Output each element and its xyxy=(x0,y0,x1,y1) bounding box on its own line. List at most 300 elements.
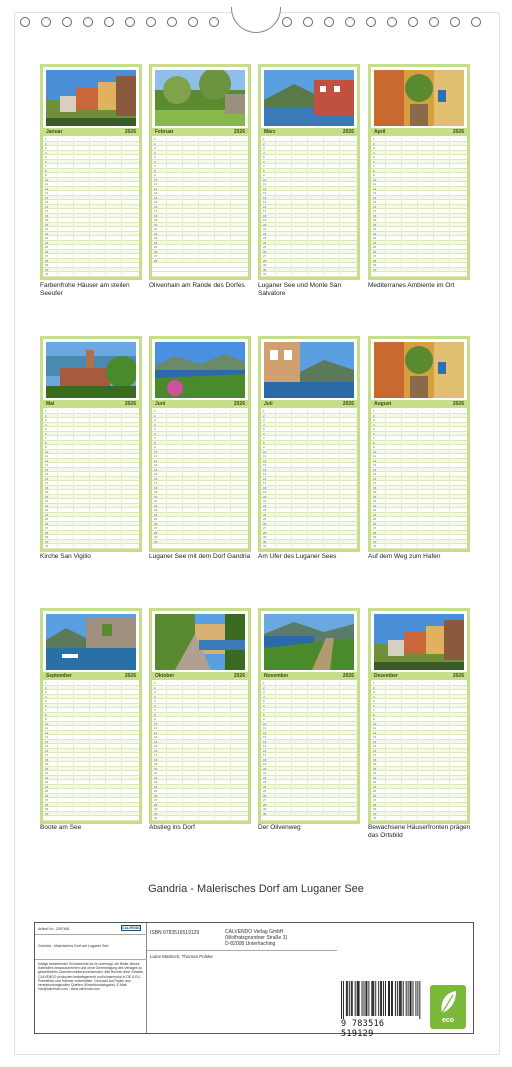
day-number: 25 xyxy=(154,517,158,521)
day-number: 9 xyxy=(373,717,375,721)
day-number: 1 xyxy=(263,409,265,413)
day-number: 6 xyxy=(263,431,265,436)
day-number: 7 xyxy=(263,164,265,168)
article-number: Artikel-Nr.: 2097691 xyxy=(38,927,70,931)
day-number: 23 xyxy=(373,236,377,240)
day-number: 5 xyxy=(154,155,156,159)
day-column-line xyxy=(121,272,122,277)
day-number: 28 xyxy=(373,530,377,535)
binding-hole xyxy=(41,17,51,27)
month-caption: Bewachsene Häuserfronten prägen das Ortsbild xyxy=(368,824,471,839)
day-number: 1 xyxy=(45,681,47,685)
day-number: 2 xyxy=(373,141,375,146)
day-number: 16 xyxy=(373,476,377,481)
day-number: 16 xyxy=(154,204,158,209)
day-number: 18 xyxy=(45,213,49,218)
month-panel-5 xyxy=(40,336,142,552)
day-number: 26 xyxy=(373,249,377,254)
day-number: 22 xyxy=(373,231,377,236)
day-number: 28 xyxy=(154,530,158,535)
day-number: 19 xyxy=(373,762,377,766)
month-photo xyxy=(155,342,245,398)
day-number: 3 xyxy=(263,690,265,694)
binding-hole xyxy=(387,17,397,27)
month-header xyxy=(371,128,467,136)
day-number: 14 xyxy=(154,467,158,472)
day-number: 1 xyxy=(45,137,47,141)
day-number: 31 xyxy=(45,544,49,548)
day-column-line xyxy=(339,544,340,549)
day-number: 16 xyxy=(154,748,158,753)
day-number: 3 xyxy=(154,418,156,422)
day-number: 6 xyxy=(263,159,265,164)
month-photo-image xyxy=(264,614,354,670)
day-number: 6 xyxy=(373,431,375,436)
day-column-line xyxy=(307,544,308,549)
day-number: 28 xyxy=(45,530,49,535)
day-number: 20 xyxy=(154,766,158,771)
day-number: 18 xyxy=(154,757,158,762)
day-number: 7 xyxy=(154,436,156,440)
day-number: 11 xyxy=(263,182,267,186)
day-number: 13 xyxy=(45,191,49,195)
day-number: 3 xyxy=(263,146,265,150)
day-number: 21 xyxy=(373,771,377,775)
day-number: 16 xyxy=(45,748,49,753)
day-column-line xyxy=(73,544,74,549)
day-number: 5 xyxy=(373,155,375,159)
day-number: 15 xyxy=(45,472,49,476)
day-number: 16 xyxy=(263,476,267,481)
day-number: 6 xyxy=(45,703,47,708)
day-number: 2 xyxy=(263,685,265,690)
day-number: 29 xyxy=(263,807,267,811)
day-number: 8 xyxy=(45,168,47,173)
month-caption: Olivenhain am Rande des Dorfes xyxy=(149,282,245,289)
day-number: 12 xyxy=(263,186,267,191)
month-panel-11 xyxy=(258,608,360,824)
day-row-empty xyxy=(261,816,357,821)
day-number: 12 xyxy=(154,730,158,735)
day-number: 22 xyxy=(45,775,49,780)
barcode-bars xyxy=(341,981,421,1019)
day-number: 11 xyxy=(154,454,158,458)
day-number: 3 xyxy=(373,690,375,694)
day-number: 13 xyxy=(154,463,158,467)
day-number: 5 xyxy=(45,155,47,159)
day-grid xyxy=(43,681,139,821)
day-number: 3 xyxy=(45,146,47,150)
day-grid xyxy=(152,137,248,277)
day-number: 10 xyxy=(373,721,377,726)
day-number: 2 xyxy=(263,413,265,418)
day-number: 1 xyxy=(373,137,375,141)
day-grid xyxy=(43,409,139,549)
month-caption: Boote am See xyxy=(40,824,82,831)
day-number: 31 xyxy=(373,816,377,820)
day-number: 23 xyxy=(154,780,158,784)
day-number: 4 xyxy=(373,694,375,699)
month-header xyxy=(261,672,357,680)
month-photo-image xyxy=(155,342,245,398)
day-number: 5 xyxy=(154,427,156,431)
month-header xyxy=(261,128,357,136)
day-number: 17 xyxy=(263,481,267,485)
binding-hole xyxy=(167,17,177,27)
day-number: 12 xyxy=(45,186,49,191)
day-column-line xyxy=(166,816,167,821)
day-number: 25 xyxy=(263,517,267,521)
day-number: 25 xyxy=(45,789,49,793)
day-number: 12 xyxy=(373,458,377,463)
day-grid xyxy=(371,409,467,549)
day-number: 6 xyxy=(45,431,47,436)
month-panel-1 xyxy=(40,64,142,280)
day-number: 5 xyxy=(263,427,265,431)
day-number: 6 xyxy=(45,159,47,164)
day-number: 19 xyxy=(263,490,267,494)
day-grid xyxy=(152,409,248,549)
day-number: 16 xyxy=(45,476,49,481)
binding-hole xyxy=(104,17,114,27)
day-row xyxy=(43,544,139,549)
day-number: 10 xyxy=(263,177,267,182)
day-number: 7 xyxy=(373,708,375,712)
binding-hole xyxy=(83,17,93,27)
day-column-line xyxy=(89,272,90,277)
day-number: 4 xyxy=(45,694,47,699)
month-name: Oktober xyxy=(155,673,175,679)
day-number: 10 xyxy=(373,449,377,454)
day-number: 28 xyxy=(373,258,377,263)
day-number: 17 xyxy=(373,753,377,757)
day-number: 5 xyxy=(263,155,265,159)
day-number: 23 xyxy=(263,236,267,240)
day-number: 16 xyxy=(45,204,49,209)
day-number: 11 xyxy=(154,182,158,186)
day-number: 23 xyxy=(45,780,49,784)
day-number: 10 xyxy=(263,721,267,726)
day-number: 26 xyxy=(263,249,267,254)
day-number: 17 xyxy=(45,209,49,213)
day-column-line xyxy=(339,272,340,277)
month-name: Juni xyxy=(155,401,166,407)
day-number: 27 xyxy=(154,526,158,530)
day-number: 26 xyxy=(263,793,267,798)
day-number: 26 xyxy=(154,249,158,254)
month-header xyxy=(152,672,248,680)
day-number: 5 xyxy=(373,427,375,431)
day-number: 13 xyxy=(373,191,377,195)
barcode xyxy=(341,981,421,1039)
day-number: 22 xyxy=(45,231,49,236)
binding-hole xyxy=(125,17,135,27)
day-number: 12 xyxy=(154,458,158,463)
day-number: 22 xyxy=(154,503,158,508)
day-number: 14 xyxy=(263,467,267,472)
day-number: 12 xyxy=(263,730,267,735)
month-year: 2026 xyxy=(452,129,464,135)
day-number: 18 xyxy=(154,485,158,490)
day-number: 23 xyxy=(373,508,377,512)
day-number: 8 xyxy=(154,168,156,173)
day-number: 21 xyxy=(373,499,377,503)
day-number: 2 xyxy=(263,141,265,146)
day-number: 16 xyxy=(373,204,377,209)
month-name: Mai xyxy=(46,401,55,407)
day-number: 15 xyxy=(45,200,49,204)
day-number: 24 xyxy=(263,240,267,245)
day-number: 30 xyxy=(263,539,267,544)
day-number: 15 xyxy=(263,200,267,204)
month-caption: Farbenfrohe Häuser am steilen Seeufer xyxy=(40,282,130,297)
day-number: 19 xyxy=(45,490,49,494)
day-number: 26 xyxy=(154,793,158,798)
day-number: 30 xyxy=(263,811,267,816)
day-number: 4 xyxy=(373,422,375,427)
day-number: 2 xyxy=(45,685,47,690)
day-number: 14 xyxy=(263,195,267,200)
day-number: 29 xyxy=(263,535,267,539)
day-number: 2 xyxy=(373,685,375,690)
day-number: 12 xyxy=(373,730,377,735)
binding-hole xyxy=(188,17,198,27)
day-column-line xyxy=(57,544,58,549)
day-number: 21 xyxy=(154,499,158,503)
day-column-line xyxy=(105,544,106,549)
day-number: 20 xyxy=(373,494,377,499)
day-column-line xyxy=(182,816,183,821)
day-number: 2 xyxy=(154,141,156,146)
day-number: 4 xyxy=(154,694,156,699)
day-number: 18 xyxy=(45,757,49,762)
day-number: 8 xyxy=(263,168,265,173)
day-number: 20 xyxy=(373,766,377,771)
day-number: 30 xyxy=(263,267,267,272)
day-number: 19 xyxy=(373,490,377,494)
day-number: 7 xyxy=(45,436,47,440)
day-number: 28 xyxy=(154,258,158,263)
month-year: 2026 xyxy=(342,129,354,135)
day-number: 4 xyxy=(263,422,265,427)
day-number: 30 xyxy=(154,811,158,816)
day-number: 28 xyxy=(263,802,267,807)
day-number: 17 xyxy=(373,209,377,213)
day-number: 25 xyxy=(45,245,49,249)
day-number: 9 xyxy=(45,717,47,721)
day-number: 15 xyxy=(373,472,377,476)
month-panel-9 xyxy=(40,608,142,824)
day-number: 7 xyxy=(373,436,375,440)
month-header xyxy=(371,400,467,408)
day-column-line xyxy=(417,544,418,549)
day-grid xyxy=(371,681,467,821)
day-number: 27 xyxy=(45,526,49,530)
month-year: 2026 xyxy=(233,673,245,679)
day-number: 25 xyxy=(154,789,158,793)
day-number: 1 xyxy=(154,409,156,413)
month-name: September xyxy=(46,673,72,679)
day-number: 20 xyxy=(45,494,49,499)
day-number: 24 xyxy=(263,784,267,789)
calvendo-logo: CALVENDO xyxy=(122,926,141,930)
day-number: 15 xyxy=(45,744,49,748)
day-number: 26 xyxy=(45,521,49,526)
day-number: 28 xyxy=(154,802,158,807)
day-number: 27 xyxy=(373,798,377,802)
day-number: 24 xyxy=(45,784,49,789)
month-header xyxy=(371,672,467,680)
day-number: 27 xyxy=(263,254,267,258)
day-number: 24 xyxy=(373,512,377,517)
day-number: 12 xyxy=(45,458,49,463)
day-number: 17 xyxy=(373,481,377,485)
month-photo xyxy=(155,70,245,126)
day-number: 18 xyxy=(263,485,267,490)
day-number: 8 xyxy=(263,440,265,445)
day-number: 5 xyxy=(373,699,375,703)
binding-hole xyxy=(471,17,481,27)
day-number: 14 xyxy=(373,467,377,472)
day-number: 31 xyxy=(373,544,377,548)
day-number: 3 xyxy=(154,690,156,694)
day-number: 25 xyxy=(154,245,158,249)
day-number: 22 xyxy=(263,503,267,508)
day-number: 21 xyxy=(154,771,158,775)
month-year: 2026 xyxy=(124,129,136,135)
day-number: 26 xyxy=(263,521,267,526)
day-column-line xyxy=(449,544,450,549)
day-number: 28 xyxy=(373,802,377,807)
day-number: 7 xyxy=(45,164,47,168)
month-caption: Luganer See mit dem Dorf Gandria xyxy=(149,553,251,560)
month-photo xyxy=(155,614,245,670)
day-number: 10 xyxy=(45,449,49,454)
month-photo xyxy=(264,70,354,126)
day-number: 24 xyxy=(154,512,158,517)
day-column-line xyxy=(198,816,199,821)
publisher-address xyxy=(225,929,287,947)
day-number: 26 xyxy=(45,793,49,798)
day-number: 29 xyxy=(45,535,49,539)
product-title-row xyxy=(35,935,147,960)
day-grid xyxy=(152,681,248,821)
day-number: 30 xyxy=(45,811,49,816)
day-number: 30 xyxy=(154,539,158,544)
day-number: 30 xyxy=(45,539,49,544)
day-number: 27 xyxy=(373,254,377,258)
day-number: 30 xyxy=(373,267,377,272)
day-number: 6 xyxy=(154,703,156,708)
day-number: 28 xyxy=(45,802,49,807)
day-number: 18 xyxy=(373,485,377,490)
day-number: 20 xyxy=(263,766,267,771)
day-number: 29 xyxy=(373,263,377,267)
day-row-empty xyxy=(371,272,467,277)
day-number: 21 xyxy=(263,771,267,775)
day-number: 24 xyxy=(45,240,49,245)
day-number: 2 xyxy=(154,685,156,690)
day-number: 9 xyxy=(373,173,375,177)
day-number: 26 xyxy=(45,249,49,254)
day-number: 18 xyxy=(45,485,49,490)
month-photo xyxy=(264,614,354,670)
day-number: 19 xyxy=(373,218,377,222)
month-photo xyxy=(264,342,354,398)
day-number: 26 xyxy=(373,521,377,526)
day-number: 29 xyxy=(373,807,377,811)
day-number: 13 xyxy=(263,191,267,195)
day-column-line xyxy=(433,816,434,821)
month-year: 2026 xyxy=(342,401,354,407)
day-number: 27 xyxy=(373,526,377,530)
day-number: 27 xyxy=(45,798,49,802)
day-number: 10 xyxy=(45,177,49,182)
day-number: 20 xyxy=(263,222,267,227)
day-number: 12 xyxy=(154,186,158,191)
binding-hole xyxy=(282,17,292,27)
day-number: 29 xyxy=(373,535,377,539)
day-number: 12 xyxy=(263,458,267,463)
day-number: 25 xyxy=(373,517,377,521)
day-number: 1 xyxy=(45,409,47,413)
month-photo xyxy=(374,342,464,398)
day-row xyxy=(371,816,467,821)
day-number: 3 xyxy=(154,146,156,150)
day-number: 8 xyxy=(373,712,375,717)
day-number: 4 xyxy=(154,150,156,155)
day-number: 17 xyxy=(45,481,49,485)
day-number: 2 xyxy=(45,413,47,418)
day-number: 11 xyxy=(373,182,377,186)
day-number: 20 xyxy=(373,222,377,227)
month-photo-image xyxy=(155,614,245,670)
day-number: 21 xyxy=(263,227,267,231)
month-name: Juli xyxy=(264,401,273,407)
day-column-line xyxy=(417,816,418,821)
day-number: 24 xyxy=(45,512,49,517)
day-row-empty xyxy=(152,544,248,549)
day-number: 16 xyxy=(263,748,267,753)
day-number: 6 xyxy=(263,703,265,708)
day-number: 6 xyxy=(154,159,156,164)
day-number: 16 xyxy=(263,204,267,209)
month-year: 2026 xyxy=(124,673,136,679)
day-number: 22 xyxy=(373,503,377,508)
day-number: 31 xyxy=(154,816,158,820)
month-year: 2026 xyxy=(233,129,245,135)
day-number: 19 xyxy=(154,762,158,766)
day-number: 10 xyxy=(45,721,49,726)
day-column-line xyxy=(214,816,215,821)
day-number: 11 xyxy=(154,726,158,730)
day-number: 17 xyxy=(45,753,49,757)
day-number: 8 xyxy=(263,712,265,717)
legal-notice: Infolge bestehender Schutzrechte ist es untersagt, die Bilder dieses Kalenders herauszutrennen und ohne Genehmigung des Verlages zu gewerblichen Zwecken weiterzuverwenden. Alle Rechte ohne Gewähr. CALVENDO produziert bedarfsgerecht und klimaneutral in DE & EU. Preisfehler und Irrtümer vorbehalten. Gedruckt auf Papier aus verantwortungsvollen Quellen (Einzeldruckabgabe). E-Mail: info@calvendo.com · www.calvendo.com xyxy=(38,962,144,992)
month-caption: Der Olivenweg xyxy=(258,824,301,831)
day-number: 29 xyxy=(45,807,49,811)
day-column-line xyxy=(105,272,106,277)
day-number: 11 xyxy=(263,726,267,730)
eco-badge xyxy=(430,985,466,1029)
day-number: 4 xyxy=(373,150,375,155)
month-name: Januar xyxy=(46,129,63,135)
month-panel-10 xyxy=(149,608,251,824)
day-number: 21 xyxy=(373,227,377,231)
binding-hole xyxy=(303,17,313,27)
day-number: 28 xyxy=(263,258,267,263)
day-row-empty xyxy=(43,816,139,821)
